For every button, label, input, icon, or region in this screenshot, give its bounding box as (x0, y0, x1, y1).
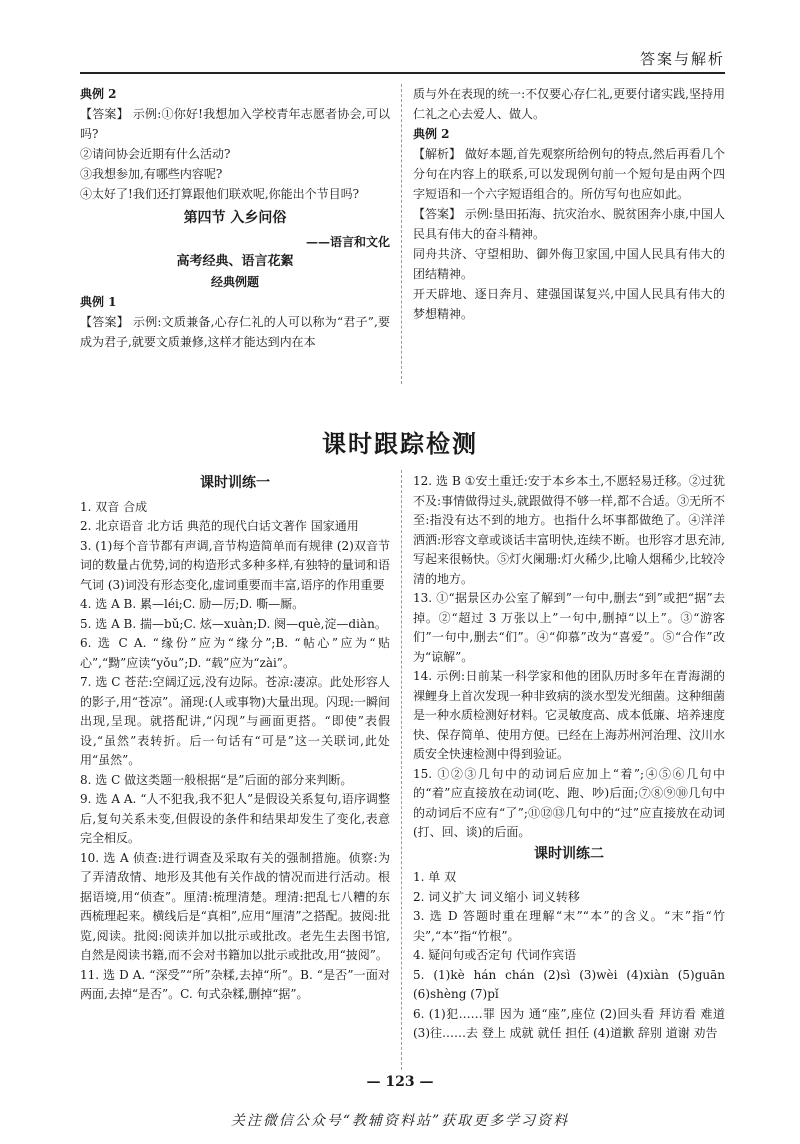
text-line: 典例 2 (413, 127, 450, 141)
text-line: 5. (1)kè hán chán (2)sì (3)wèi (4)xiàn (5)guān (6)shèng (7)pǐ (413, 967, 725, 1001)
text-line: 【解析】 做好本题,首先观察所给例句的特点,然后再看几个分句在内容上的联系,可以发现例句前一个短句是由两个四字短语和一个六字短语组合的。所仿写句也应如此。 (413, 147, 725, 201)
page-header (80, 46, 725, 74)
text-line: 15. ①②③几句中的动词后应加上“着”;④⑤⑥几句中的“着”应直接放在动词(吃、跑、吵)后面;⑦⑧⑨⑩几句中的动词后不应有“了”;⑪⑫⑬几句中的“过”应直接放在动词(打、回、谈)的后面。 (413, 766, 725, 839)
section-title: 课时跟踪检测 (322, 429, 478, 458)
header-title: 答案与解析 (639, 50, 725, 68)
text-line: ②请问协会近期有什么活动? (80, 147, 231, 161)
text-line: 【答案】 示例:①你好!我想加入学校青年志愿者协会,可以吗? (80, 107, 390, 141)
text-line: 3. 选 D 答题时重在理解“末”“本”的含义。“末”指“竹尖”,“本”指“竹根”。 (413, 909, 725, 943)
text-line: 经典例题 (210, 275, 259, 289)
column-divider-bottom (401, 470, 402, 1070)
text-line: 7. 选 C 苍茫:空阔辽远,没有边际。苍凉:凄凉。此处形容人的影子,用“苍凉”。涌现:(人或事物)大量出现。闪现:一瞬间出现,呈现。就搭配讲,“闪现”与画面更搭。“即使”表假设,“虽然”表转折。后一句话有“可是”这一关联词,此处用“虽然”。 (80, 675, 390, 767)
text-line: 2. 北京语音 北方话 典范的现代白话文著作 国家通用 (80, 519, 359, 533)
left-column-top (80, 84, 390, 352)
text-line: 1. 双音 合成 (80, 499, 148, 514)
right-column-top (413, 84, 725, 324)
text-line: 典例 1 (80, 295, 117, 309)
text-line: 10. 选 A 侦查:进行调查及采取有关的强制措施。侦察:为了弄清敌情、地形及其他有关作战的情况而进行活动。根据语境,用“侦查”。厘清:梳理清楚。理清:把乱七八糟的东西梳理起来。横线后是“真相”,应用“厘清”之搭配。披阅:批览,阅读。批阅:阅读并加以批示或批改。老先生去图书馆,自然是阅读书籍,而不会对书籍加以批示或批改,用“披阅”。 (80, 850, 390, 962)
text-line: 11. 选 D A. “深受”“所”杂糅,去掉“所”。B. “是否”一面对两面,去掉“是否”。C. 句式杂糅,删掉“据”。 (80, 967, 390, 1001)
text-line: 6. 选 C A. “缘份”应为“缘分”;B. “帖心”应为“贴心”,“黝”应读“yǒu”;D. “载”应为“zài”。 (80, 636, 390, 670)
column-divider-top (401, 84, 402, 384)
text-line: 2. 词义扩大 词义缩小 词义转移 (413, 889, 580, 904)
text-line: 5. 选 A B. 揣—bǔ;C. 炫—xuàn;D. 阕—què,淀—diàn。 (80, 616, 387, 631)
text-line: 3. (1)每个音节都有声调,音节构造简单而有规律 (2)双音节词的数量占优势,词的构造形式多种多样,有独特的量词和语气词 (3)词没有形态变化,虚词重要而丰富,语序的作用重要 (80, 538, 390, 592)
text-line: 6. (1)犯……罪 因为 通“座”,座位 (2)回头看 拜访看 难道 (3)往……去 登上 成就 就任 担任 (4)道歉 辞别 道谢 劝告 (413, 1006, 725, 1040)
text-line: 13. ①“据景区办公室了解到”一句中,删去“到”或把“据”去掉。②“超过 3 万张以上”一句中,删掉“以上”。③“游客们”一句中,删去“们”。④“仰慕”改为“喜爱”。⑤“合作”改为“谅解”。 (413, 591, 725, 664)
text-line: 典例 2 (80, 87, 117, 101)
text-line: 4. 选 A B. 累—léi;C. 励—厉;D. 嘶—厮。 (80, 597, 305, 611)
text-line: 4. 疑问句或否定句 代词作宾语 (413, 948, 577, 962)
text-line: 8. 选 C 做这类题一般根据“是”后面的部分来判断。 (80, 772, 353, 787)
text-line: ③我想参加,有哪些内容呢? (80, 167, 223, 181)
text-line: 开天辟地、逐日奔月、建强国谋复兴,中国人民具有伟大的梦想精神。 (413, 287, 725, 321)
text-line: 9. 选 A A. “人不犯我,我不犯人”是假设关系复句,语序调整后,复句关系未变,但假设的条件和结果却发生了变化,表意完全相反。 (80, 792, 390, 845)
text-line: ——语言和文化 (305, 235, 390, 249)
text-line: 14. 示例:日前某一科学家和他的团队历时多年在青海湖的裸鲤身上首次发现一种非致病的淡水型发光细菌。这种细菌是一种水质检测好材料。它灵敏度高、成本低廉、培养速度快、保存简单、使用方便。已经在上海苏州河治理、汶川水质安全快速检测中得到验证。 (413, 669, 726, 761)
text-line: 12. 选 B ①安土重迁:安于本乡本土,不愿轻易迁移。②过犹不及:事情做得过头,就跟做得不够一样,都不合适。③无所不至:指没有达不到的地方。也指什么坏事都做绝了。④洋洋洒洒:形容文章或谈话丰富明快,连续不断。也形容才思充沛,写起来很畅快。⑤灯火阑珊:灯火稀少,比喻人烟稀少,比较冷清的地方。 (413, 474, 725, 586)
text-line: ④太好了!我们还打算跟他们联欢呢,你能出个节目吗? (80, 187, 360, 201)
text-line: 【答案】 示例:垦田拓海、抗灾治水、脱贫困奔小康,中国人民具有伟大的奋斗精神。 (413, 207, 725, 241)
text-line: 课时训练二 (534, 845, 604, 862)
text-line: 同舟共济、守望相助、御外侮卫家国,中国人民具有伟大的团结精神。 (413, 247, 725, 281)
text-line: 第四节 入乡问俗 (183, 210, 287, 226)
right-column-bottom (413, 472, 725, 1044)
page-number: — 123 — (366, 1074, 434, 1090)
text-line: 1. 单 双 (413, 870, 457, 884)
left-column-bottom (80, 472, 390, 1005)
footer-note: 关注微信公众号“教辅资料站”获取更多学习资料 (230, 1113, 570, 1129)
text-line: 质与外在表现的统一:不仅要心存仁礼,更要付诸实践,坚持用仁礼之心去爱人、做人。 (413, 87, 725, 121)
text-line: 课时训练一 (200, 475, 270, 491)
text-line: 【答案】 示例:文质兼备,心存仁礼的人可以称为“君子”,要成为君子,就要文质兼修,这样才能达到内在本 (80, 315, 390, 349)
text-line: 高考经典、语言花絮 (176, 254, 294, 269)
